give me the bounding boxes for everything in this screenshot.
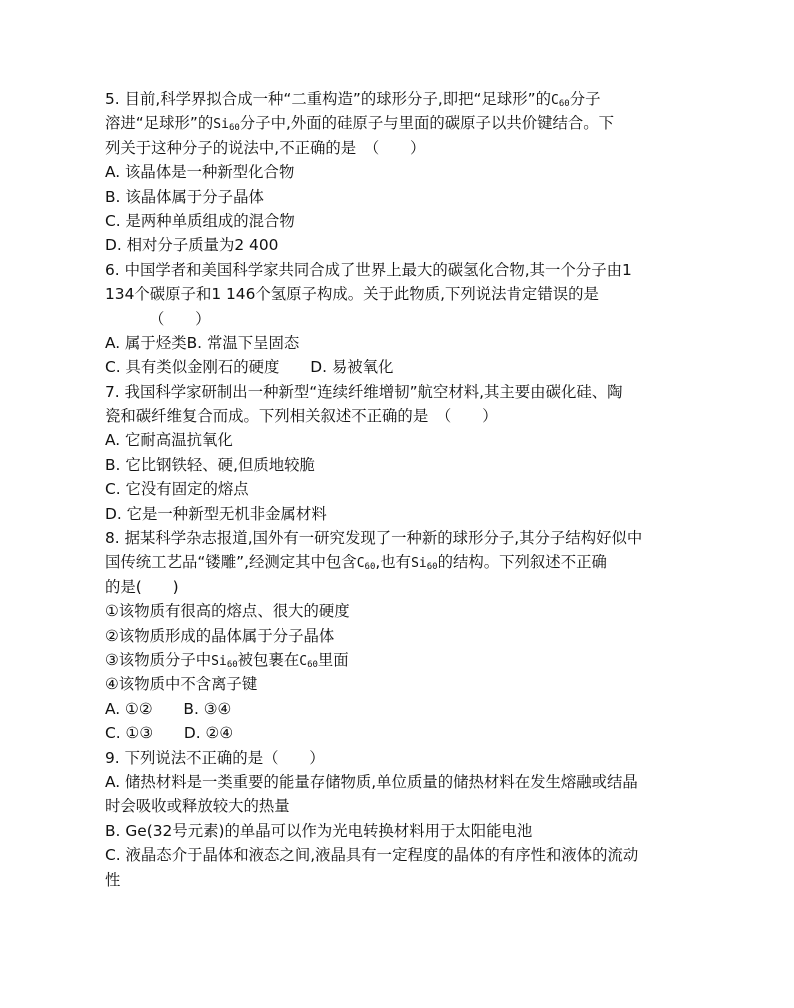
question-page xyxy=(105,87,783,892)
q8-statement-4: ④该物质中不含离子键 xyxy=(105,675,258,694)
q9-option-a-line-1: A. 储热材料是一类重要的能量存储物质,单位质量的储热材料在发生熔融或结晶 xyxy=(105,772,638,791)
q7-option-a: A. 它耐高温抗氧化 xyxy=(105,431,233,450)
q8-line-3: 的是( ) xyxy=(105,577,179,596)
q6-line-2: 134个碳原子和1 146个氢原子构成。关于此物质,下列说法肯定错误的是 xyxy=(105,285,599,304)
q9-option-c-line-1: C. 液晶态介于晶体和液态之间,液晶具有一定程度的晶体的有序性和液体的流动 xyxy=(105,846,639,865)
q5-line-3: 列关于这种分子的说法中,不正确的是 （ ） xyxy=(105,138,426,157)
q5-option-a: A. 该晶体是一种新型化合物 xyxy=(105,163,295,182)
q6-answer-blank: （ ） xyxy=(149,309,211,328)
q6-options-cd: C. 具有类似金刚石的硬度 D. 易被氧化 xyxy=(105,358,394,377)
q8-statement-2: ②该物质形成的晶体属于分子晶体 xyxy=(105,626,335,645)
q9-option-c-line-2: 性 xyxy=(105,870,121,889)
q8-line-2: 国传统工艺品“镂雕”,经测定其中包含$C_{60}$,也有$Si_{60}$的结构。下列叙述不正确 xyxy=(105,553,607,573)
q5-line-1: 5. 目前,科学界拟合成一种“二重构造”的球形分子,即把“足球形”的$C_{60}$分子 xyxy=(105,90,601,109)
q8-statement-1: ①该物质有很高的熔点、很大的硬度 xyxy=(105,602,350,621)
q5-option-b: B. 该晶体属于分子晶体 xyxy=(105,187,264,206)
q7-option-b: B. 它比钢铁轻、硬,但质地较脆 xyxy=(105,455,315,474)
q7-line-2: 瓷和碳纤维复合而成。下列相关叙述不正确的是 （ ） xyxy=(105,407,498,426)
q7-line-1: 7. 我国科学家研制出一种新型“连续纤维增韧”航空材料,其主要由碳化硅、陶 xyxy=(105,382,623,401)
q8-statement-3: ③该物质分子中$Si_{60}$被包裹在$C_{60}$里面 xyxy=(105,650,349,670)
q6-line-1: 6. 中国学者和美国科学家共同合成了世界上最大的碳氢化合物,其一个分子由1 xyxy=(105,260,632,279)
q5-option-c: C. 是两种单质组成的混合物 xyxy=(105,211,295,230)
q9-line-1: 9. 下列说法不正确的是（ ） xyxy=(105,748,325,767)
q8-line-1: 8. 据某科学杂志报道,国外有一研究发现了一种新的球形分子,其分子结构好似中 xyxy=(105,529,643,548)
q6-options-ab: A. 属于烃类B. 常温下呈固态 xyxy=(105,333,300,352)
q9-option-b: B. Ge(32号元素)的单晶可以作为光电转换材料用于太阳能电池 xyxy=(105,821,533,840)
q8-options-cd: C. ①③ D. ②④ xyxy=(105,724,234,743)
q7-option-d: D. 它是一种新型无机非金属材料 xyxy=(105,504,327,523)
q5-line-2: 溶进“足球形”的$Si_{60}$分子中,外面的硅原子与里面的碳原子以共价键结合。下 xyxy=(105,114,615,134)
q5-option-d: D. 相对分子质量为2 400 xyxy=(105,236,279,255)
q8-options-ab: A. ①② B. ③④ xyxy=(105,699,232,718)
q9-option-a-line-2: 时会吸收或释放较大的热量 xyxy=(105,797,290,816)
q7-option-c: C. 它没有固定的熔点 xyxy=(105,480,249,499)
